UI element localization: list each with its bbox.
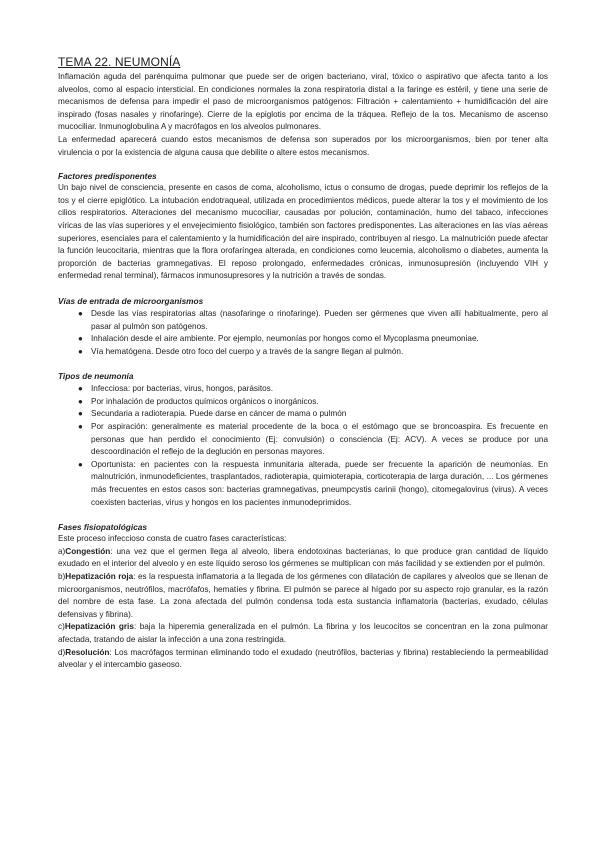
fase-hepatizacion-roja <box>58 571 548 621</box>
list-item-text: Secundaria a radioterapia. Puede darse en cáncer de mama o pulmón <box>91 409 347 419</box>
list-item-text: Vía hematógena. Desde otro foco del cuerpo y a través de la sangre llegan al pulmón. <box>91 346 404 356</box>
bullet-icon: ● <box>78 346 83 356</box>
list-item <box>58 421 548 459</box>
fases-heading: Fases fisiopatológicas <box>58 522 147 533</box>
vias-heading: Vías de entrada de microorganismos <box>58 295 204 306</box>
list-item-text: Por aspiración: generalmente es material procedente de la boca o el estómago que se broncoaspira. Es frecuente en personas que han perdido el conocimiento (Ej: convulsión) o consciencia (Ej: ACV). A veces se produce por una descoordinación el reflejo de la deglución en personas mayores. <box>91 422 548 457</box>
bullet-icon: ● <box>78 422 83 432</box>
list-item-text: Desde las vías respiratorias altas (nasofaringe o rinofaringe). Pueden ser gérmenes que viven allí habitualmente, pero al pasar al pulmón son patógenos. <box>91 308 548 331</box>
list-item <box>58 459 548 509</box>
fase-letter: b) <box>58 572 66 581</box>
list-item <box>58 333 548 346</box>
fase-text: : baja la hiperemia generalizada en el pulmón. La fibrina y los leucocitos se concentran en la zona pulmonar afectada, tratando de aislar la infección a una zona restringida. <box>58 622 548 644</box>
fase-text: : una vez que el germen llega al alveolo, libera endotoxinas bacterianas, lo que produce gran cantidad de líquido exudado en el interior del alveolo y en este líquido seroso los gérmenes se multiplican con más facilidad y se extienden por el pulmón. <box>58 546 548 569</box>
list-item-text: Infecciosa: por bacterias, virus, hongos, parásitos. <box>91 384 274 394</box>
fase-resolucion <box>58 647 548 672</box>
list-item <box>58 396 548 409</box>
fase-letter: a) <box>58 546 66 556</box>
bullet-icon: ● <box>78 384 83 394</box>
list-item <box>58 308 548 333</box>
page-title: TEMA 22. NEUMONÍA <box>58 55 181 69</box>
document-page <box>58 55 548 672</box>
fase-name: Hepatización roja <box>65 572 134 581</box>
fase-letter: c) <box>58 622 65 632</box>
list-item <box>58 346 548 359</box>
factores-heading: Factores predisponentes <box>58 171 157 182</box>
fase-name: Congestión <box>65 546 111 556</box>
tipos-heading: Tipos de neumonía <box>58 371 134 382</box>
fases-intro: Este proceso infeccioso consta de cuatro fases características: <box>58 534 287 544</box>
fase-congestion <box>58 546 548 571</box>
bullet-icon: ● <box>78 334 83 344</box>
list-item <box>58 383 548 396</box>
intro-paragraph-2: La enfermedad aparecerá cuando estos mecanismos de defensa son superados por los microorganismos, bien por tener alta virulencia o por la existencia de alguna causa que debilite o altere estos mecanismos. <box>58 134 548 157</box>
bullet-icon: ● <box>78 396 83 406</box>
fase-text: : es la respuesta inflamatoria a la llegada de los gérmenes con dilatación de capilares y alveolos que se llenan de microorganismos, neutrófilos, macrófafos, hematíes y fibrina. El pulmón se parece al hígado por su aspecto rojo granular, es la razón del nombre de esta fase. La zona afectada del pulmón condensa toda esta sustancia inflamatoria (bacterias, exudado, células defensivas y fibrina). <box>58 572 548 619</box>
intro-paragraph-1: Inflamación aguda del parénquima pulmonar que puede ser de origen bacteriano, viral, tóxico o aspirativo que afecta tanto a los alveolos, como al espacio intersticial. En condiciones normales la zona respiratoria distal a la faringe es estéril, y tiene una serie de mecanismos de defensa para impedir el paso de microorganismos patógenos: Filtración + calentamiento + humidificación del aire inspirado (fosas nasales y rinofaringe). Cierre de la epiglotis por encima de la tráquea. Reflejo de la tos. Mecanismo de ascenso mucociliar. Inmunoglobulina A y macrófagos en los alveolos pulmonares. <box>58 72 548 132</box>
list-item-text: Inhalación desde el aire ambiente. Por ejemplo, neumonías por hongos como el Mycoplasma pneumoniae. <box>91 334 479 344</box>
fase-hepatizacion-gris <box>58 621 548 646</box>
fase-letter: d) <box>58 647 66 657</box>
factores-paragraph: Un bajo nivel de consciencia, presente en casos de coma, alcoholismo, ictus o consumo de drogas, puede deprimir los reflejos de la tos y el cierre epiglótico. La intubación endotraqueal, utilizada en procedimientos médicos, puede alterar la tos y el movimiento de los cilios respiratorios. Alteraciones del mecanismo mucociliar, causadas por polución, contaminación, humo del tabaco, infecciones víricas de las vías superiores y el envejecimiento fisiológico, también son factores predisponentes. Las alteraciones en las vías aéreas superiores, esenciales para el calentamiento y la humidificación del aire inspirado, contribuyen al riesgo. La malnutrición puede afectar la función leucocitaria, mientras que la flora orofaríngea alterada, en condiciones como leucemia, alcoholismo o diabetes, aumenta la proporción de bacterias gramnegativas. El reposo prolongado, enfermedades crónicas, inmunosupresión (incluyendo VIH y enfermedad renal terminal), fármacos inmunosupresores y la nutrición a través de sondas. <box>58 183 548 281</box>
tipos-list <box>58 383 548 509</box>
list-item-text: Por inhalación de productos químicos orgánicos o inorgánicos. <box>91 396 319 406</box>
fase-name: Hepatización gris <box>64 622 134 632</box>
bullet-icon: ● <box>78 459 83 469</box>
list-item <box>58 408 548 421</box>
fase-name: Resolución <box>65 647 110 657</box>
bullet-icon: ● <box>78 308 83 318</box>
list-item-text: Oportunista: en pacientes con la respuesta inmunitaria alterada, puede ser frecuente la aparición de neumonías. En malnutrición, inmunodeficientes, trasplantados, radioterapia, quimioterapia, corticoterapia de larga duración, ... Los gérmenes más frecuentes en estos casos son: bacterias gramnegativas, pneumpcystis carinii (hongo), citomegalovirus (virus). A veces coexisten bacterias, virus y hongos en los pacientes inmunodeprimidos. <box>91 459 548 507</box>
bullet-icon: ● <box>78 409 83 419</box>
fase-text: : Los macrófagos terminan eliminando todo el exudado (neutrófilos, bacterias y fibrina) restableciendo la permeabilidad alveolar y el intercambio gaseoso. <box>58 647 548 670</box>
vias-list <box>58 308 548 358</box>
